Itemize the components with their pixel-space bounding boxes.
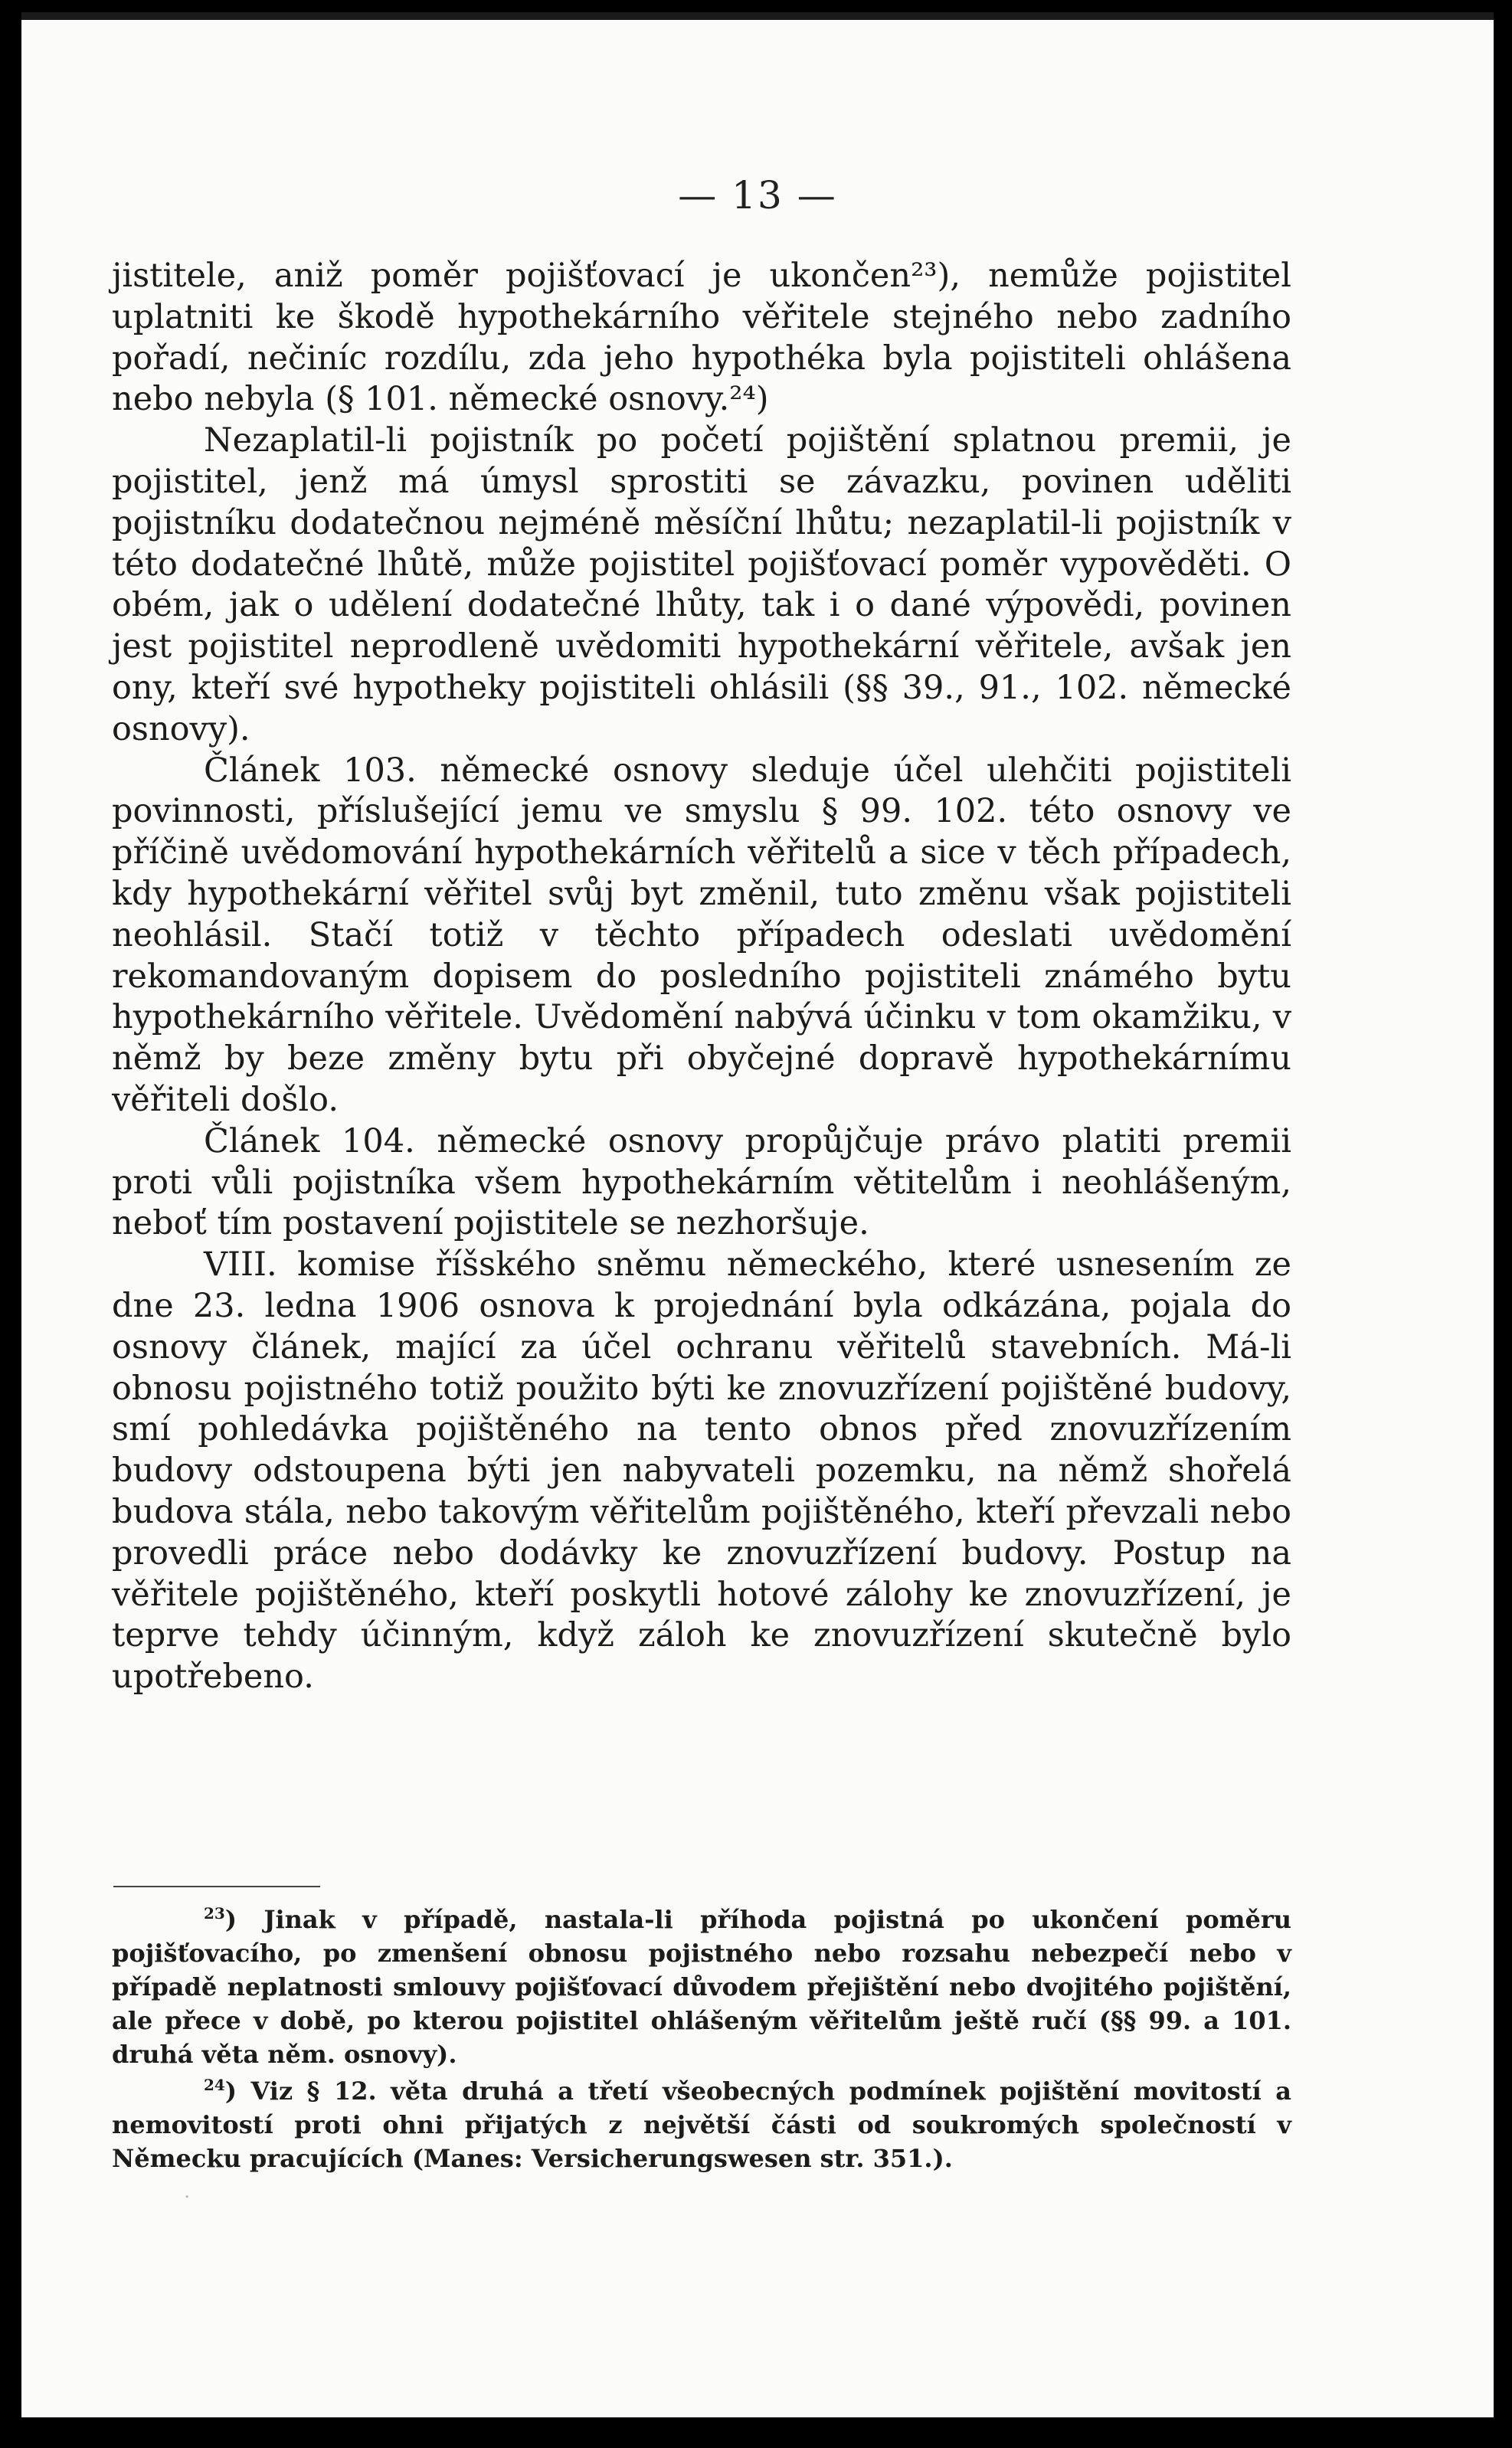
page-number: — 13 — <box>678 173 837 218</box>
footnote-text: Viz § 12. věta druhá a třetí všeobecných podmínek pojištění movitostí a nemovitostí proti ohni přijatých z největší části od soukromých společností v Německu pracujících (Manes: Versicherungswesen str. 351.). <box>112 2077 1292 2173</box>
book-page <box>21 12 1494 2417</box>
footnote-mark: 23 <box>204 1904 225 1923</box>
footnote-separator <box>113 1886 320 1887</box>
page-top-edge <box>21 12 1494 20</box>
scan-speck: · <box>184 2186 191 2209</box>
footnotes <box>112 1903 1291 2178</box>
footnote-text: Jinak v případě, nastala-li příhoda pojistná po ukončení poměru pojišťovacího, po zmenšení obnosu pojistného nebo rozsahu nebezpečí nebo v případě neplatnosti smlouvy pojišťovací důvodem přejištění nebo dvojitého pojištění, ale přece v době, po kterou pojistitel ohlášeným věřitelům ještě ručí (§§ 99. a 101. druhá věta něm. osnovy). <box>112 1905 1292 2069</box>
paragraph-4: Článek 104. německé osnovy propůjčuje právo platiti premii proti vůli pojistníka všem hypothekárním větitelům i neohlášeným, neboť tím postavení pojistitele se nezhoršuje. <box>112 1121 1291 1243</box>
paragraph-2: Nezaplatil-li pojistník po početí pojištění splatnou premii, je pojistitel, jenž má úmysl sprostiti se závazku, povinen uděliti pojistníku dodatečnou nejméně měsíční lhůtu; nezaplatil-li pojistník v této dodatečné lhůtě, může pojistitel pojišťovací poměr vypověděti. O obém, jak o udělení dodatečné lhůty, tak i o dané výpovědi, povinen jest pojistitel neprodleně uvědomiti hypothekární věřitele, avšak jen ony, kteří své hypotheky pojistiteli ohlásili (§§ 39., 91., 102. německé osnovy). <box>112 421 1291 748</box>
paragraph-1: jistitele, aniž poměr pojišťovací je ukončen²³), nemůže pojistitel uplatniti ke škodě hypothekárního věřitele stejného nebo zadního pořadí, nečiníc rozdílu, zda jeho hypothéka byla pojistiteli ohlášena nebo nebyla (§ 101. německé osnovy.²⁴) <box>112 257 1291 419</box>
footnote-24: $^{24}$) Viz § 12. věta druhá a třetí všeobecných podmínek pojištění movitostí a nemovitostí proti ohni přijatých z největší části od soukromých společností v Německu pracujících (Manes: Versicherungswesen str. 351.). <box>112 2076 1292 2173</box>
footnote-mark: 24 <box>204 2076 225 2094</box>
main-text <box>112 256 1291 1698</box>
paragraph-5: VIII. komise říšského sněmu německého, které usnesením ze dne 23. ledna 1906 osnova k projednání byla odkázána, pojala do osnovy článek, mající za účel ochranu věřitelů stavebních. Má-li obnosu pojistného totiž použito býti ke znovuzřízení pojištěné budovy, smí pohledávka pojištěného na tento obnos před znovuzřízením budovy odstoupena býti jen nabyvateli pozemku, na němž shořelá budova stála, nebo takovým věřitelům pojištěného, kteří převzali nebo provedli práce nebo dodávky ke znovuzřízení budovy. Postup na věřitele pojištěného, kteří poskytli hotové zálohy ke znovuzřízení, je teprve tehdy účinným, když záloh ke znovuzřízení skutečně bylo upotřebeno. <box>112 1245 1291 1697</box>
footnote-23: $^{23}$) Jinak v případě, nastala-li příhoda pojistná po ukončení poměru pojišťovacího, po zmenšení obnosu pojistného nebo rozsahu nebezpečí nebo v případě neplatnosti smlouvy pojišťovací důvodem přejištění nebo dvojitého pojištění, ale přece v době, po kterou pojistitel ohlášeným věřitelům ještě ručí (§§ 99. a 101. druhá věta něm. osnovy). <box>112 1904 1292 2069</box>
paragraph-3: Článek 103. německé osnovy sleduje účel ulehčiti pojistiteli povinnosti, příslušející jemu ve smyslu § 99. 102. této osnovy ve příčině uvědomování hypothekárních věřitelů a sice v těch případech, kdy hypothekární věřitel svůj byt změnil, tuto změnu však pojistiteli neohlásil. Stačí totiž v těchto případech odeslati uvědomění rekomandovaným dopisem do posledního pojistiteli známého bytu hypothekárního věřitele. Uvědomění nabývá účinku v tom okamžiku, v němž by beze změny bytu při obyčejné dopravě hypothekárnímu věřiteli došlo. <box>112 751 1291 1119</box>
